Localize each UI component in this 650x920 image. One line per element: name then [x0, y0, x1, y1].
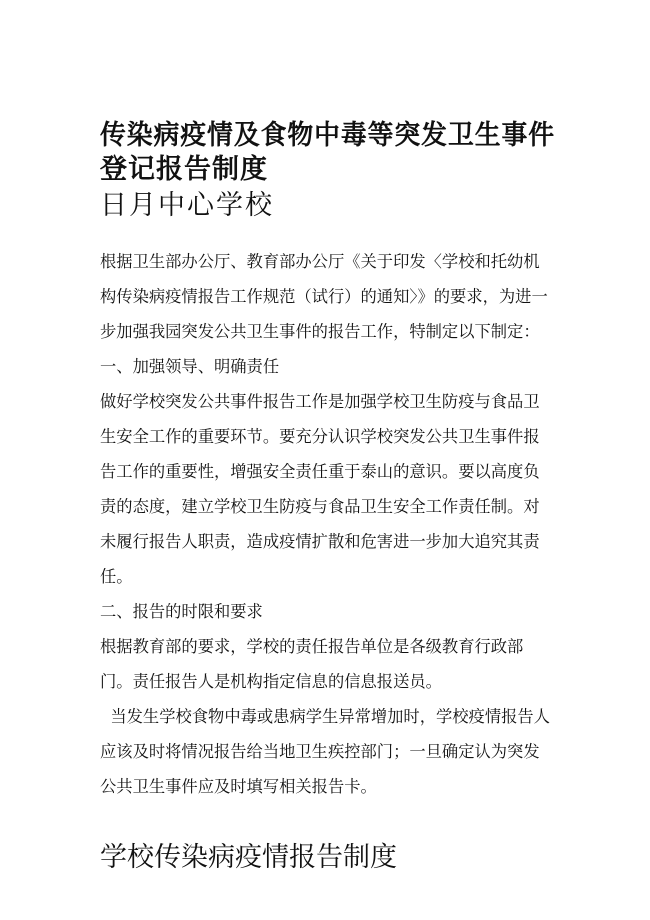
section-title: 学校传染病疫情报告制度: [100, 842, 397, 873]
paragraph-line: 构传染病疫情报告工作规范（试行）的通知〉》的要求，为进一: [100, 287, 548, 306]
paragraph-line: 根据卫生部办公厅、教育部办公厅《关于印发〈学校和托幼机: [100, 252, 540, 271]
paragraph-line: 任。: [100, 567, 133, 586]
paragraph-line: 公共卫生事件应及时填写相关报告卡。: [100, 777, 377, 796]
document-title-line-1: 传染病疫情及食物中毒等突发卫生事件: [100, 120, 556, 151]
paragraph-line: 步加强我园突发公共卫生事件的报告工作，特制定以下制定：: [100, 322, 540, 341]
section-heading-1: 一、加强领导、明确责任: [100, 357, 280, 376]
paragraph-line: 门。责任报告人是机构指定信息的信息报送员。: [100, 672, 442, 691]
school-name: 日月中心学校: [100, 190, 274, 221]
paragraph-line: 根据教育部的要求，学校的责任报告单位是各级教育行政部: [100, 637, 524, 656]
paragraph-line: 生安全工作的重要环节。要充分认识学校突发公共卫生事件报: [100, 427, 540, 446]
paragraph-line: 告工作的重要性，增强安全责任重于泰山的意识。要以高度负: [100, 462, 540, 481]
section-heading-2: 二、报告的时限和要求: [100, 602, 263, 621]
paragraph-line: 应该及时将情况报告给当地卫生疾控部门；一旦确定认为突发: [100, 742, 540, 761]
paragraph-line: 做好学校突发公共事件报告工作是加强学校卫生防疫与食品卫: [100, 392, 540, 411]
paragraph-line: 当发生学校食物中毒或患病学生异常增加时，学校疫情报告人: [100, 707, 550, 726]
paragraph-line: 未履行报告人职责，造成疫情扩散和危害进一步加大追究其责: [100, 532, 540, 551]
paragraph-line: 责的态度，建立学校卫生防疫与食品卫生安全工作责任制。对: [100, 497, 540, 516]
document-title-line-2: 登记报告制度: [100, 154, 268, 185]
